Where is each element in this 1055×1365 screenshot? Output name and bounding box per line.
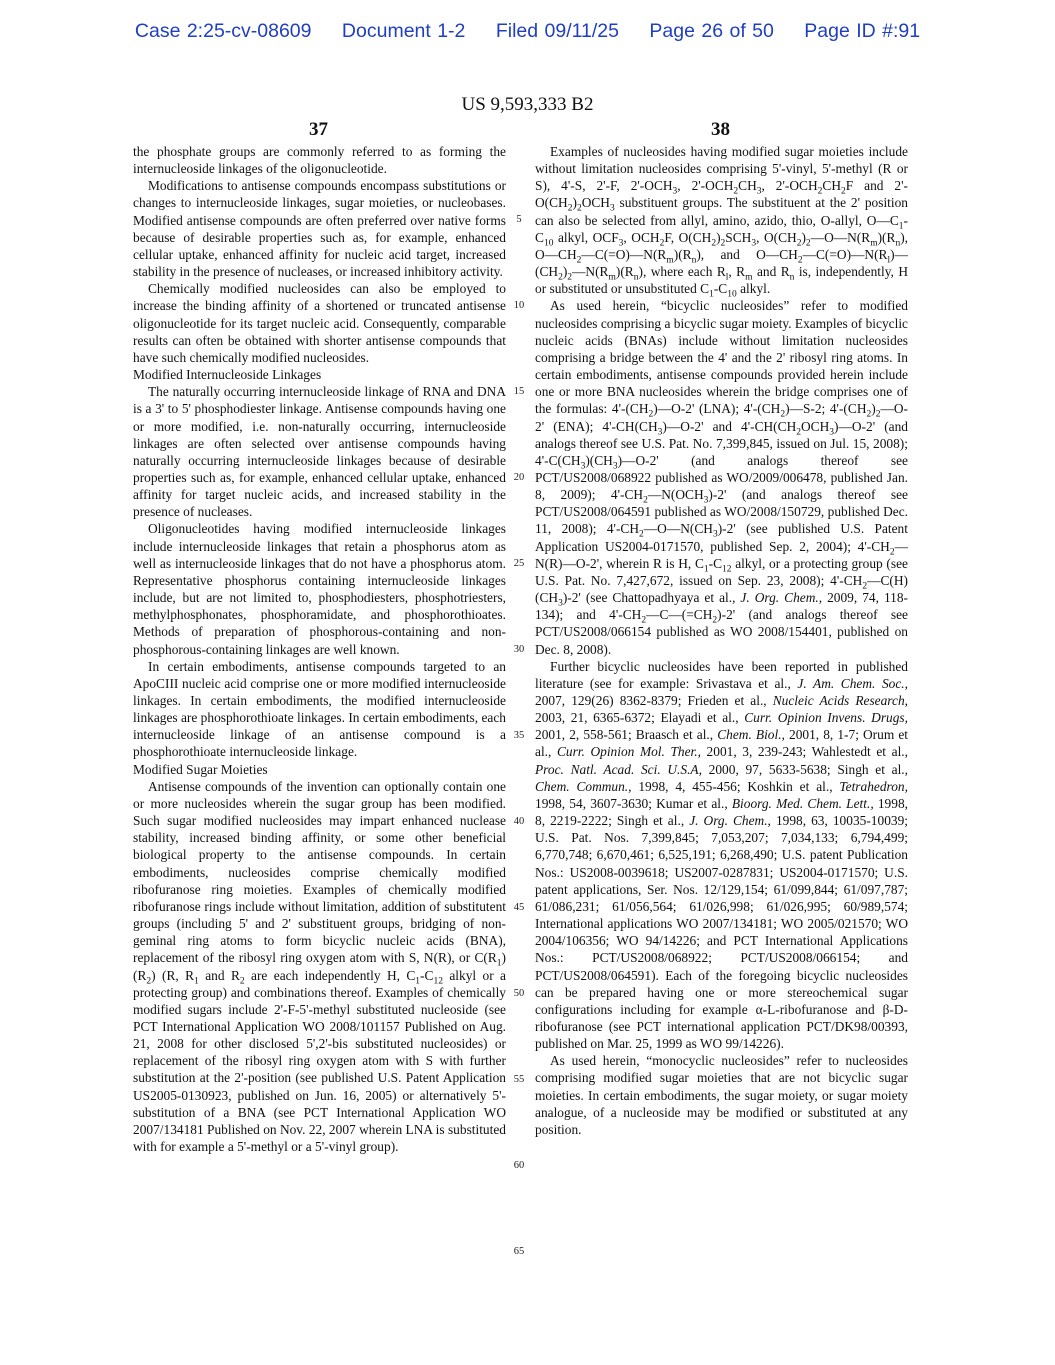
line-number: 60: [513, 1160, 525, 1171]
line-number: 40: [513, 816, 525, 827]
document-number: Document 1-2: [341, 20, 466, 42]
line-number: 65: [513, 1246, 525, 1257]
section-heading: Modified Internucleoside Linkages: [133, 367, 322, 383]
paragraph: In certain embodiments, antisense compounds targeted to an ApoCIII nucleic acid comprise one or more modified internucleoside linkages. In certain embodiments, the modified internucleoside linkages are phosphorothioate linkages. In certain embodiments, each internucleoside linkage of an antisense compound is a phosphorothioate internucleoside linkage.: [133, 658, 506, 760]
line-number: 45: [513, 902, 525, 913]
line-number: 10: [513, 300, 525, 311]
paragraph: Further bicyclic nucleosides have been reported in published literature (see for example: Srivastava et al., J. Am. Chem. Soc., 2007, 129(26) 8362-8379; Frieden et al., Nucleic Acids Research, 2003, 21, 6365-6372; Elayadi et al., Curr. Opinion Invens. Drugs, 2001, 2, 558-561; Braasch et al., Chem. Biol., 2001, 8, 1-7; Orum et al., Curr. Opinion Mol. Ther., 2001, 3, 239-243; Wahlestedt et al., Proc. Natl. Acad. Sci. U.S.A, 2000, 97, 5633-5638; Singh et al., Chem. Commun., 1998, 4, 455-456; Koshkin et al., Tetrahedron, 1998, 54, 3607-3630; Kumar et al., Bioorg. Med. Chem. Lett., 1998, 8, 2219-2222; Singh et al., J. Org. Chem., 1998, 63, 10035-10039; U.S. Pat. Nos. 7,399,845; 7,053,207; 7,034,133; 6,794,499; 6,770,748; 6,670,461; 6,525,191; 6,268,490; U.S. patent Publication Nos.: US2008-0039618; US2007-0287831; US2004-0171570; U.S. patent applications, Ser. Nos. 12/129,154; 61/099,844; 61/097,787; 61/086,231; 61/056,564; 61/026,998; 61/026,995; 60/989,574; International applications WO 2007/134181; WO 2005/021570; WO 2004/106356; WO 94/14226; and PCT International Applications Nos.: PCT/US2008/068922; PCT/US2008/066154; and PCT/US2008/064591). Each of the foregoing bicyclic nucleosides can be prepared having one or more stereochemical sugar configurations including for example α-L-ribofuranose and β-D-ribofuranose (see PCT international application PCT/DK98/00393, published on Mar. 25, 1999 as WO 99/14226).: [535, 658, 908, 1052]
left-column: [133, 143, 506, 1155]
line-number: 15: [513, 386, 525, 397]
paragraph: Oligonucleotides having modified internucleoside linkages include internucleoside linkages that retain a phosphorus atom as well as internucleoside linkages that do not have a phosphorus atom. Representative phosphorus containing internucleoside linkages include, but are not limited to, phosphodiesters, phosphotriesters, methylphosphonates, phosphoramidate, and phosphorothioates. Methods of preparation of phosphorous-containing and non-phosphorous-containing linkages are well known.: [133, 521, 506, 657]
line-number: 30: [513, 644, 525, 655]
court-filing-header: [0, 20, 1055, 43]
paragraph: Modifications to antisense compounds encompass substitutions or changes to internucleoside linkages, sugar moieties, or nucleobases. Modified antisense compounds are often preferred over native forms because of desirable properties such as, for example, enhanced cellular uptake, enhanced affinity for nucleic acid target, increased stability in the presence of nucleases, or increased inhibitory activity.: [133, 178, 506, 280]
paragraph: Chemically modified nucleosides can also be employed to increase the binding affinity of a shortened or truncated antisense oligonucleotide for its target nucleic acid. Consequently, comparable results can often be obtained with shorter antisense compounds that have such chemically modified nucleosides.: [133, 281, 506, 365]
paragraph: The naturally occurring internucleoside linkage of RNA and DNA is a 3' to 5' phosphodiester linkage. Antisense compounds having one or more modified, i.e. non-naturally occurring, internucleoside linkages are often selected over antisense compounds having naturally occurring internucleoside linkages because of desirable properties such as, for example, enhanced cellular uptake, enhanced affinity for target nucleic acids, and increased stability in the presence of nucleases.: [133, 384, 506, 520]
page-id: Page ID #:91: [804, 20, 921, 42]
right-column-number: 38: [711, 119, 730, 140]
line-number: 25: [513, 558, 525, 569]
paragraph: As used herein, “bicyclic nucleosides” refer to modified nucleosides comprising a bicyclic sugar moiety. Examples of bicyclic nucleic acids (BNAs) include without limitation nucleosides comprising a bridge between the 4' and the 2' ribosyl ring atoms. In certain embodiments, antisense compounds provided herein include one or more BNA nucleosides wherein the bridge comprises one of the formulas: $4'-(CH_2)—O-2'$ (LNA); $4'-(CH_2)—S-2$; $4'-(CH_2)_2—O-2'$ (ENA); $4'-CH(CH_3)—O-2'$ and $4'-CH(CH_2OCH_3)—O-2'$ (and analogs thereof see U.S. Pat. No. 7,399,845, issued on Jul. 15, 2008); $4'-C(CH_3)(CH_3)—O-2'$ (and analogs thereof see PCT/US2008/068922 published as WO/2009/006478, published Jan. 8, 2009); $4'-CH_2—N(OCH_3)-2'$ (and analogs thereof see PCT/US2008/064591 published as WO/2008/150729, published Dec. 11, 2008); $4'-CH_2—O—N(CH_3)-2'$ (see published U.S. Patent Application US2004-0171570, published Sep. 2, 2004); $4'-CH_2—N(R)—O-2'$, wherein R is H, $C_1-C_{12}$ alkyl, or a protecting group (see U.S. Pat. No. 7,427,672, issued on Sep. 23, 2008); $4'-CH_2—C(H)(CH_3)-2'$ (see Chattopadhyaya et al., J. Org. Chem., 2009, 74, 118-134); and $4'-CH_2—C—(=CH_2)-2'$ (and analogs thereof see PCT/US2008/066154 published as WO 2008/154401, published on Dec. 8, 2008).: [535, 298, 908, 657]
paragraph: the phosphate groups are commonly referred to as forming the internucleoside linkages of the oligonucleotide.: [133, 144, 506, 177]
case-number: Case 2:25-cv-08609: [134, 20, 312, 42]
paragraph: Examples of nucleosides having modified sugar moieties include without limitation nucleosides comprising 5'-vinyl, 5'-methyl (R or S), 4'-S, 2'-F, $2'-OCH_3$, $2'-OCH_2CH_3$, $2'-OCH_2CH_2F$ and $2'-O(CH_2)_2OCH_3$ substituent groups. The substituent at the 2' position can also be selected from allyl, amino, azido, thio, O-allyl, $O—C_1-C_{10}$ alkyl, $OCF_3$, $OCH_2F$, $O(CH_2)_2SCH_3$, $O(CH_2)_2—O—N(R_m)(R_n)$, $O—CH_2—C(=O)—N(R_m)(R_n)$, and $O—CH_2—C(=O)—N(R_l)—(CH_2)_2—N(R_m)(R_n)$, where each $R_l$, $R_m$ and $R_n$ is, independently, H or substituted or unsubstituted $C_1-C_{10}$ alkyl.: [535, 144, 908, 300]
line-number: 55: [513, 1074, 525, 1085]
filed-date: Filed 09/11/25: [495, 20, 619, 42]
paragraph: As used herein, “monocyclic nucleosides” refer to nucleosides comprising modified sugar moieties that are not bicyclic sugar moieties. In certain embodiments, the sugar moiety, or sugar moiety analogue, of a nucleoside may be modified or substituted at any position.: [535, 1053, 908, 1137]
paragraph: Antisense compounds of the invention can optionally contain one or more nucleosides wherein the sugar group has been modified. Such sugar modified nucleosides may impart enhanced nuclease stability, increased binding affinity, or some other beneficial biological property to the antisense compounds. In certain embodiments, nucleosides comprise chemically modified ribofuranose ring moieties. Examples of chemically modified ribofuranose rings include without limitation, addition of substitutent groups (including 5' and 2' substituent groups, bridging of non-geminal ring atoms to form bicyclic nucleic acids (BNA), replacement of the ribosyl ring oxygen atom with S, N(R), or $C(R_1)(R_2)$ (R, $R_1$ and $R_2$ are each independently H, $C_1-C_{12}$ alkyl or a protecting group) and combinations thereof. Examples of chemically modified sugars include 2'-F-5'-methyl substituted nucleoside (see PCT International Application WO 2008/101157 Published on Aug. 21, 2008 for other disclosed 5',2'-bis substituted nucleosides) or replacement of the ribosyl ring oxygen atom with S with further substitution at the 2'-position (see published U.S. Patent Application US2005-0130923, published on Jun. 16, 2005) or alternatively 5'-substitution of a BNA (see PCT International Application WO 2007/134181 Published on Nov. 22, 2007 wherein LNA is substituted with for example a 5'-methyl or a 5'-vinyl group).: [133, 778, 506, 1155]
line-number: 50: [513, 988, 525, 999]
right-column: [535, 143, 908, 1138]
section-heading: Modified Sugar Moieties: [133, 761, 268, 777]
line-number: 35: [513, 730, 525, 741]
patent-number: US 9,593,333 B2: [461, 94, 594, 115]
line-number: 5: [516, 214, 522, 225]
line-number: 20: [513, 472, 525, 483]
page-count: Page 26 of 50: [649, 20, 774, 42]
left-column-number: 37: [309, 119, 328, 140]
